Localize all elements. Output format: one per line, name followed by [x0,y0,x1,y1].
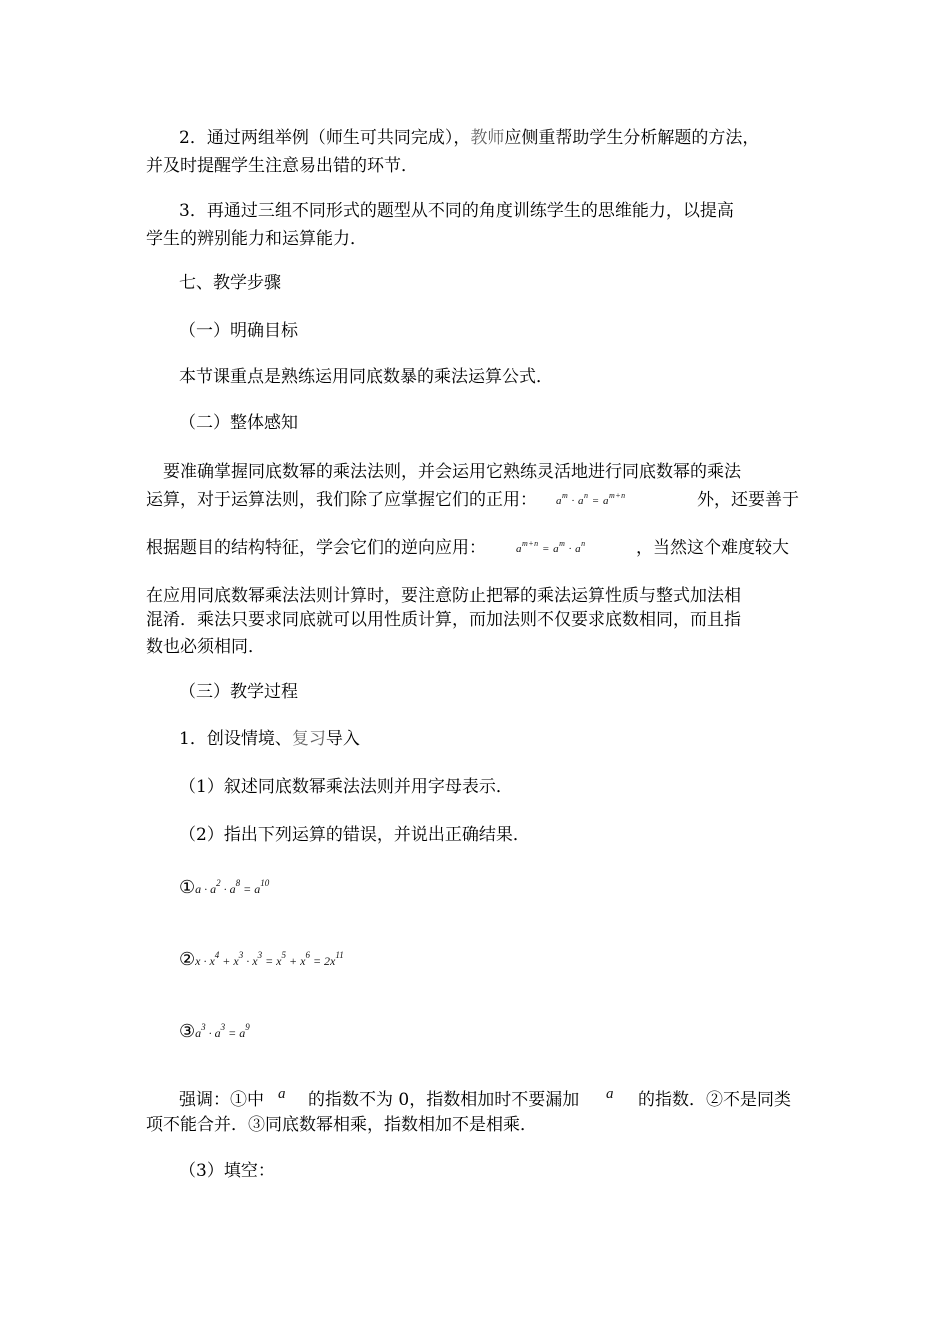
para-overview-line2-end: 外，还要善于 [697,490,799,510]
step-create-context: 1．创设情境、复习导入 [179,729,360,749]
exercise-mark: ② [179,949,196,970]
exercise-formula: $a^3 \cdot a^3 = a^9$ [195,1022,250,1040]
para-overview-line3: 根据题目的结构特征，学会它们的逆向应用： [146,538,486,558]
emphasis-line2: 项不能合并．③同底数幂相乘，指数相加不是相乘． [146,1115,537,1135]
exercise-2 [179,944,344,972]
exercise-mark: ① [179,877,196,898]
para-focus: 本节课重点是熟练运用同底数暴的乘法运算公式． [179,367,553,387]
para-method-line1: 2．通过两组举例（师生可共同完成），教师应侧重帮助学生分析解题的方法， [179,128,760,148]
emphasis-line1-b: 的指数不为 0，指数相加时不要漏加 [308,1090,580,1110]
formula-product-rule: $a^m \cdot a^n = a^{m+n}$ [556,491,626,507]
subheading-process: （三）教学过程 [179,682,298,702]
para-training-line2: 学生的辨别能力和运算能力． [146,229,367,249]
exercise-1 [179,872,269,900]
question-1: （1）叙述同底数幂乘法法则并用字母表示． [179,777,513,797]
subheading-overview: （二）整体感知 [179,413,298,433]
emphasis-line1-a: 强调：①中 [179,1090,264,1110]
subheading-goal: （一）明确目标 [179,321,298,341]
link-teacher[interactable]: 教师 [470,128,505,148]
question-3: （3）填空： [179,1161,275,1181]
link-review[interactable]: 复习 [291,729,326,749]
question-2: （2）指出下列运算的错误，并说出正确结果． [179,825,530,845]
para-overview-line2: 运算，对于运算法则，我们除了应掌握它们的正用： [146,490,537,510]
para-method-line2: 并及时提醒学生注意易出错的环节． [146,156,418,176]
para-caution-line2: 混淆．乘法只要求同底就可以用性质计算，而加法则不仅要求底数相同，而且指 [146,610,741,630]
section-heading-steps: 七、教学步骤 [179,273,281,293]
variable-a-2: a [606,1086,614,1102]
emphasis-line1-c: 的指数．②不是同类 [638,1090,791,1110]
para-training-line1: 3．再通过三组不同形式的题型从不同的角度训练学生的思维能力，以提高 [179,201,734,221]
para-overview-line1: 要准确掌握同底数幂的乘法法则，并会运用它熟练灵活地进行同底数幂的乘法 [163,462,741,482]
variable-a-1: a [278,1086,286,1102]
para-overview-line3-end: ，当然这个难度较大 [636,538,789,558]
para-caution-line3: 数也必须相同． [146,637,265,657]
exercise-mark: ③ [179,1021,196,1042]
exercise-3 [179,1016,250,1044]
exercise-formula: $a \cdot a^2 \cdot a^8 = a^{10}$ [195,878,270,896]
para-caution-line1: 在应用同底数幂乘法法则计算时，要注意防止把幂的乘法运算性质与整式加法相 [146,586,741,606]
exercise-formula: $x \cdot x^4 + x^3 \cdot x^3 = x^5 + x^6 = 2x^{11}$ [195,950,344,968]
formula-inverse-rule: $a^{m+n} = a^m \cdot a^n$ [516,539,586,555]
